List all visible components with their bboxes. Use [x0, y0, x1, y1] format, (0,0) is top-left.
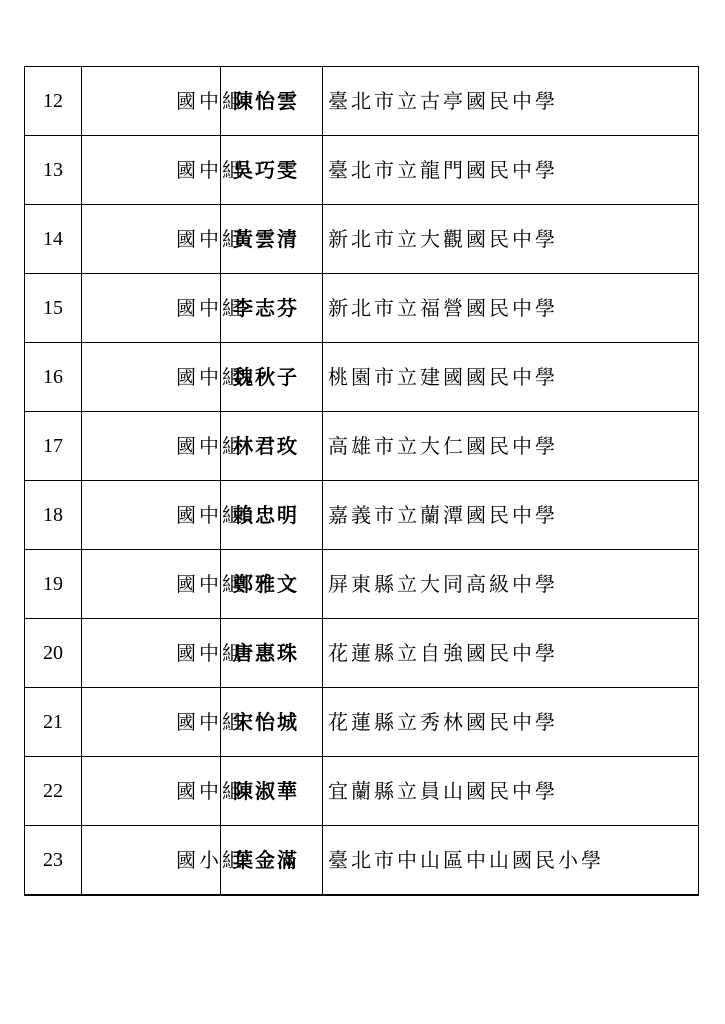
- group-cell: 國中組: [82, 550, 221, 619]
- table-row: [25, 136, 699, 205]
- table-row: [25, 826, 699, 895]
- name-cell: 黃雲清: [221, 205, 323, 274]
- group-cell: 國中組: [82, 481, 221, 550]
- group-cell: 國中組: [82, 412, 221, 481]
- row-number: 21: [25, 688, 82, 757]
- school-cell: 高雄市立大仁國民中學: [323, 412, 699, 481]
- school-cell: 新北市立福營國民中學: [323, 274, 699, 343]
- row-number: 15: [25, 274, 82, 343]
- table-row: [25, 412, 699, 481]
- table-row: [25, 619, 699, 688]
- group-cell: 國中組: [82, 619, 221, 688]
- name-cell: 鄭雅文: [221, 550, 323, 619]
- name-cell: 賴忠明: [221, 481, 323, 550]
- row-number: 19: [25, 550, 82, 619]
- school-cell: 花蓮縣立自強國民中學: [323, 619, 699, 688]
- school-cell: 屏東縣立大同高級中學: [323, 550, 699, 619]
- school-cell: 臺北市中山區中山國民小學: [323, 826, 699, 895]
- row-number: 14: [25, 205, 82, 274]
- name-cell: 宋怡城: [221, 688, 323, 757]
- row-number: 23: [25, 826, 82, 895]
- group-cell: 國中組: [82, 343, 221, 412]
- table-row: [25, 274, 699, 343]
- row-number: 16: [25, 343, 82, 412]
- table-row: [25, 481, 699, 550]
- school-cell: 臺北市立古亭國民中學: [323, 67, 699, 136]
- name-cell: 陳怡雲: [221, 67, 323, 136]
- row-number: 13: [25, 136, 82, 205]
- row-number: 12: [25, 67, 82, 136]
- school-cell: 臺北市立龍門國民中學: [323, 136, 699, 205]
- school-cell: 新北市立大觀國民中學: [323, 205, 699, 274]
- table-row: [25, 757, 699, 826]
- group-cell: 國中組: [82, 136, 221, 205]
- row-number: 17: [25, 412, 82, 481]
- row-number: 22: [25, 757, 82, 826]
- group-cell: 國中組: [82, 67, 221, 136]
- school-cell: 桃園市立建國國民中學: [323, 343, 699, 412]
- name-cell: 李志芬: [221, 274, 323, 343]
- name-cell: 葉金滿: [221, 826, 323, 895]
- group-cell: 國中組: [82, 757, 221, 826]
- name-cell: 吳巧雯: [221, 136, 323, 205]
- group-cell: 國小組: [82, 826, 221, 895]
- roster-table: [24, 66, 699, 896]
- school-cell: 花蓮縣立秀林國民中學: [323, 688, 699, 757]
- name-cell: 唐惠珠: [221, 619, 323, 688]
- name-cell: 魏秋子: [221, 343, 323, 412]
- school-cell: 嘉義市立蘭潭國民中學: [323, 481, 699, 550]
- table-row: [25, 688, 699, 757]
- group-cell: 國中組: [82, 205, 221, 274]
- name-cell: 陳淑華: [221, 757, 323, 826]
- name-cell: 林君玫: [221, 412, 323, 481]
- row-number: 20: [25, 619, 82, 688]
- table-row: [25, 343, 699, 412]
- table-row: [25, 550, 699, 619]
- school-cell: 宜蘭縣立員山國民中學: [323, 757, 699, 826]
- table-row: [25, 205, 699, 274]
- group-cell: 國中組: [82, 274, 221, 343]
- group-cell: 國中組: [82, 688, 221, 757]
- table-row: [25, 67, 699, 136]
- row-number: 18: [25, 481, 82, 550]
